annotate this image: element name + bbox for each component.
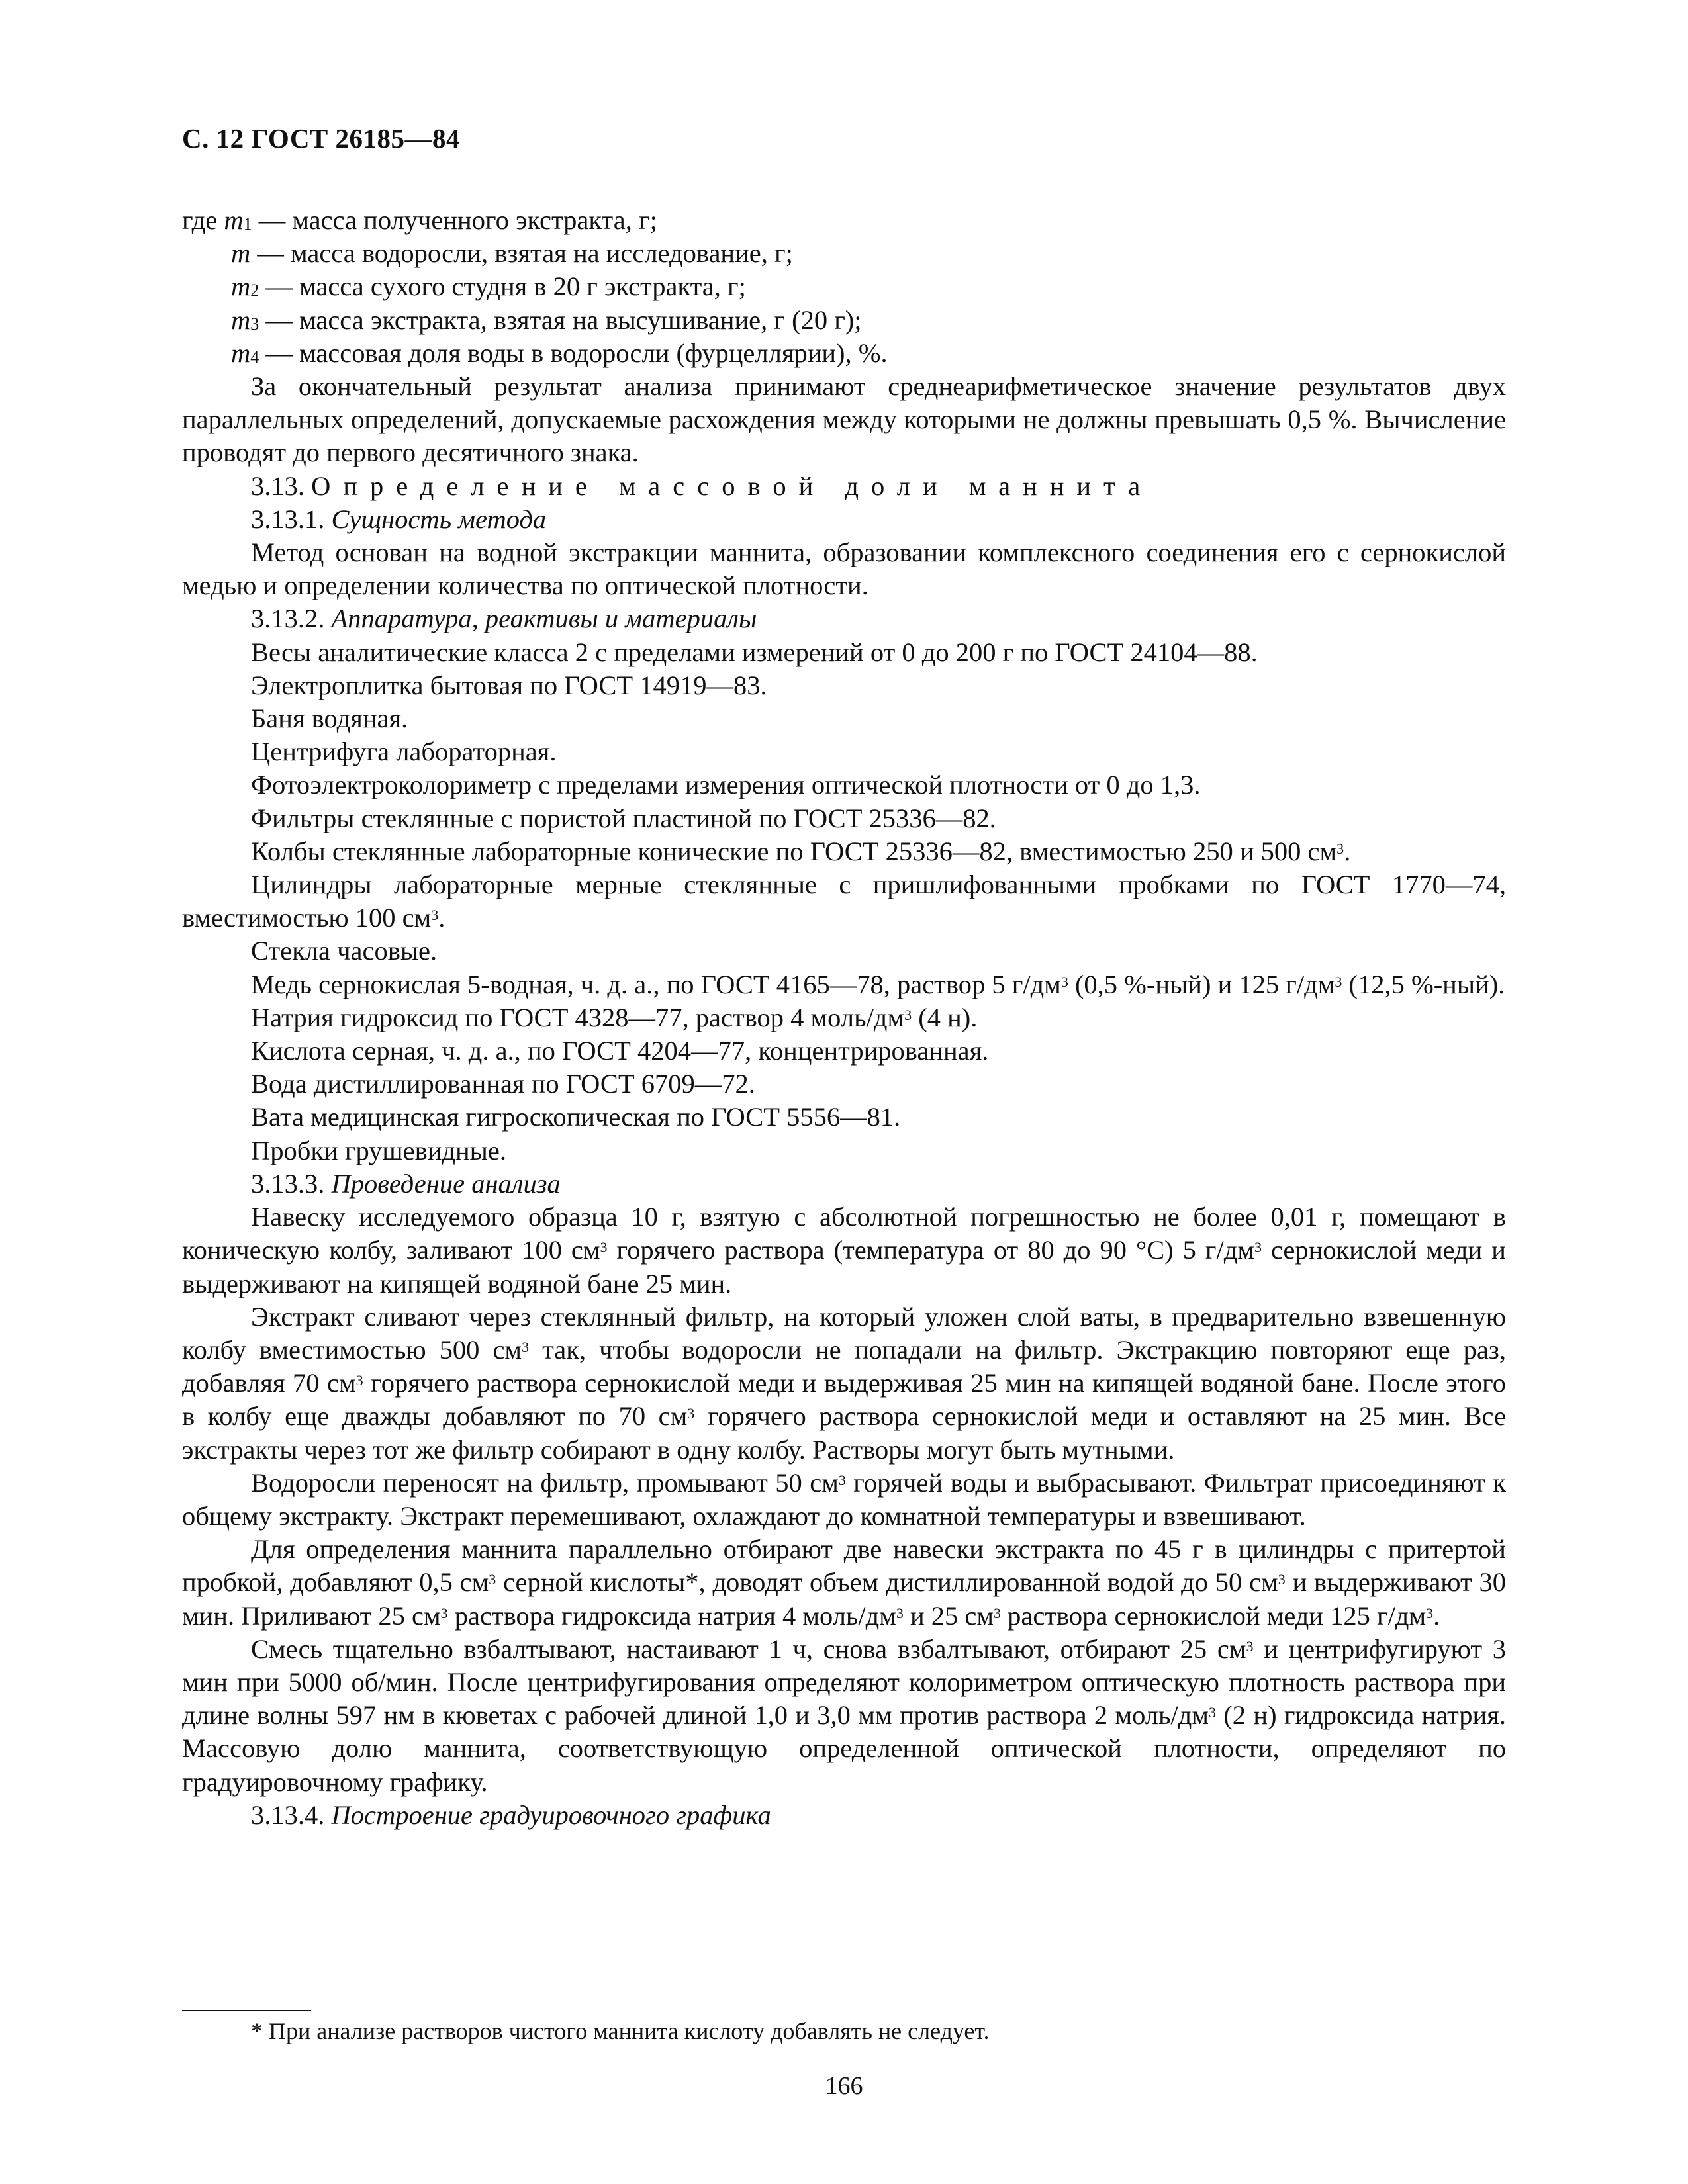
equipment-item: Колбы стеклянные лабораторные конические по ГОСТ 25336—82, вместимостью 250 и 500 $см^3$. xyxy=(251,836,1351,866)
equipment-item: Вода дистиллированная по ГОСТ 6709—72. xyxy=(251,1069,755,1099)
equipment-item: Фильтры стеклянные с пористой пластиной по ГОСТ 25336—82. xyxy=(251,803,996,833)
equipment-item: Весы аналитические класса 2 с пределами измерений от 0 до 200 г по ГОСТ 24104—88. xyxy=(251,637,1258,667)
section-3-13-2-heading: 3.13.2. Аппаратура, реактивы и материалы xyxy=(251,604,757,634)
equipment-item: Центрифуга лабораторная. xyxy=(251,737,557,767)
document-body xyxy=(182,204,1506,1832)
footnote-divider xyxy=(182,2010,311,2011)
legend-line-3: $m_2$ — масса сухого студня в 20 г экстракта, г; xyxy=(231,271,746,302)
procedure-paragraph-2: Экстракт сливают через стеклянный фильтр, на который уложен слой ваты, в предварительно взвешенную колбу вместимостью 500 $см^3$ так, чтобы водоросли не попадали на фильтр. Экстракцию повторяют еще раз, добавляя 70 $см^3$ горячего раствора сернокислой меди и выдерживая 25 мин на кипящей водяной бане. После этого в колбу еще дважды добавляют по 70 $см^3$ горячего раствора сернокислой меди и оставляют на 25 мин. Все экстракты через тот же фильтр собирают в одну колбу. Растворы могут быть мутными. xyxy=(182,1301,1506,1465)
legend-line-1: где $m_1$ — масса полученного экстракта, г; xyxy=(182,205,657,235)
equipment-item: Кислота серная, ч. д. а., по ГОСТ 4204—77, концентрированная. xyxy=(251,1036,989,1066)
page-header: С. 12 ГОСТ 26185—84 xyxy=(182,123,461,154)
section-3-13-1-heading: 3.13.1. Сущность метода xyxy=(251,504,547,534)
equipment-item: Цилиндры лабораторные мерные стеклянные с пришлифованными пробками по ГОСТ 1770—74, вместимостью 100 $см^3$. xyxy=(182,870,1506,933)
result-paragraph: За окончательный результат анализа принимают среднеарифметическое значение результатов двух параллельных определений, допускаемые расхождения между которыми не должны превышать 0,5 %. Вычисление проводят до первого десятичного знака. xyxy=(182,371,1506,468)
procedure-paragraph-3: Водоросли переносят на фильтр, промывают 50 $см^3$ горячей воды и выбрасывают. Фильтрат присоединяют к общему экстракту. Экстракт перемешивают, охлаждают до комнатной температуры и взвешивают. xyxy=(182,1467,1506,1531)
section-3-13-heading: 3.13. Определение массовой доли маннита xyxy=(251,471,1153,501)
equipment-item: Вата медицинская гигроскопическая по ГОСТ 5556—81. xyxy=(251,1102,901,1132)
legend-line-5: $m_4$ — массовая доля воды в водоросли (фурцеллярии), %. xyxy=(231,338,888,368)
equipment-item: Стекла часовые. xyxy=(251,936,438,966)
section-3-13-4-heading: 3.13.4. Построение градуировочного графика xyxy=(251,1799,771,1830)
method-paragraph: Метод основан на водной экстракции маннита, образовании комплексного соединения его с сернокислой медью и определении количества по оптической плотности. xyxy=(182,537,1506,601)
procedure-paragraph-1: Навеску исследуемого образца 10 г, взятую с абсолютной погрешностью не более 0,01 г, помещают в коническую колбу, заливают 100 $см^3$ горячего раствора (температура от 80 до 90 °С) 5 $г/дм^3$ сернокислой меди и выдерживают на кипящей водяной бане 25 мин. xyxy=(182,1202,1506,1298)
equipment-item: Пробки грушевидные. xyxy=(251,1135,506,1165)
legend-line-4: $m_3$ — масса экстракта, взятая на высушивание, г (20 г); xyxy=(231,304,862,335)
procedure-paragraph-5: Смесь тщательно взбалтывают, настаивают 1 ч, снова взбалтывают, отбирают 25 $см^3$ и центрифугируют 3 мин при 5000 об/мин. После центрифугирования определяют колориметром оптическую плотность раствора при длине волны 597 нм в кюветах с рабочей длиной 1,0 и 3,0 мм против раствора 2 моль/$дм^3$ (2 н) гидроксида натрия. Массовую долю маннита, соответствующую определенной оптической плотности, определяют по градуировочному графику. xyxy=(182,1633,1506,1797)
legend-line-2: m — масса водоросли, взятая на исследование, г; xyxy=(231,238,793,269)
procedure-paragraph-4: Для определения маннита параллельно отбирают две навески экстракта по 45 г в цилиндры с притертой пробкой, добавляют 0,5 $см^3$ серной кислоты*, доводят объем дистиллированной водой до 50 $см^3$ и выдерживают 30 мин. Приливают 25 $см^3$ раствора гидроксида натрия 4 моль/$дм^3$ и 25 $см^3$ раствора сернокислой меди 125 $г/дм^3$. xyxy=(182,1534,1506,1631)
equipment-item: Электроплитка бытовая по ГОСТ 14919—83. xyxy=(251,670,767,700)
section-3-13-3-heading: 3.13.3. Проведение анализа xyxy=(251,1168,561,1199)
equipment-item: Баня водяная. xyxy=(251,704,408,734)
equipment-item: Фотоэлектроколориметр с пределами измерения оптической плотности от 0 до 1,3. xyxy=(251,770,1201,800)
equipment-item: Натрия гидроксид по ГОСТ 4328—77, раствор 4 моль/$дм^3$ (4 н). xyxy=(251,1002,978,1032)
footnote: * При анализе растворов чистого маннита кислоту добавлять не следует. xyxy=(251,2018,990,2044)
page-number: 166 xyxy=(825,2072,863,2100)
equipment-item: Медь сернокислая 5-водная, ч. д. а., по ГОСТ 4165—78, раствор 5 $г/дм^3$ (0,5 %-ный) и 125 $г/дм^3$ (12,5 %-ный). xyxy=(251,969,1505,999)
